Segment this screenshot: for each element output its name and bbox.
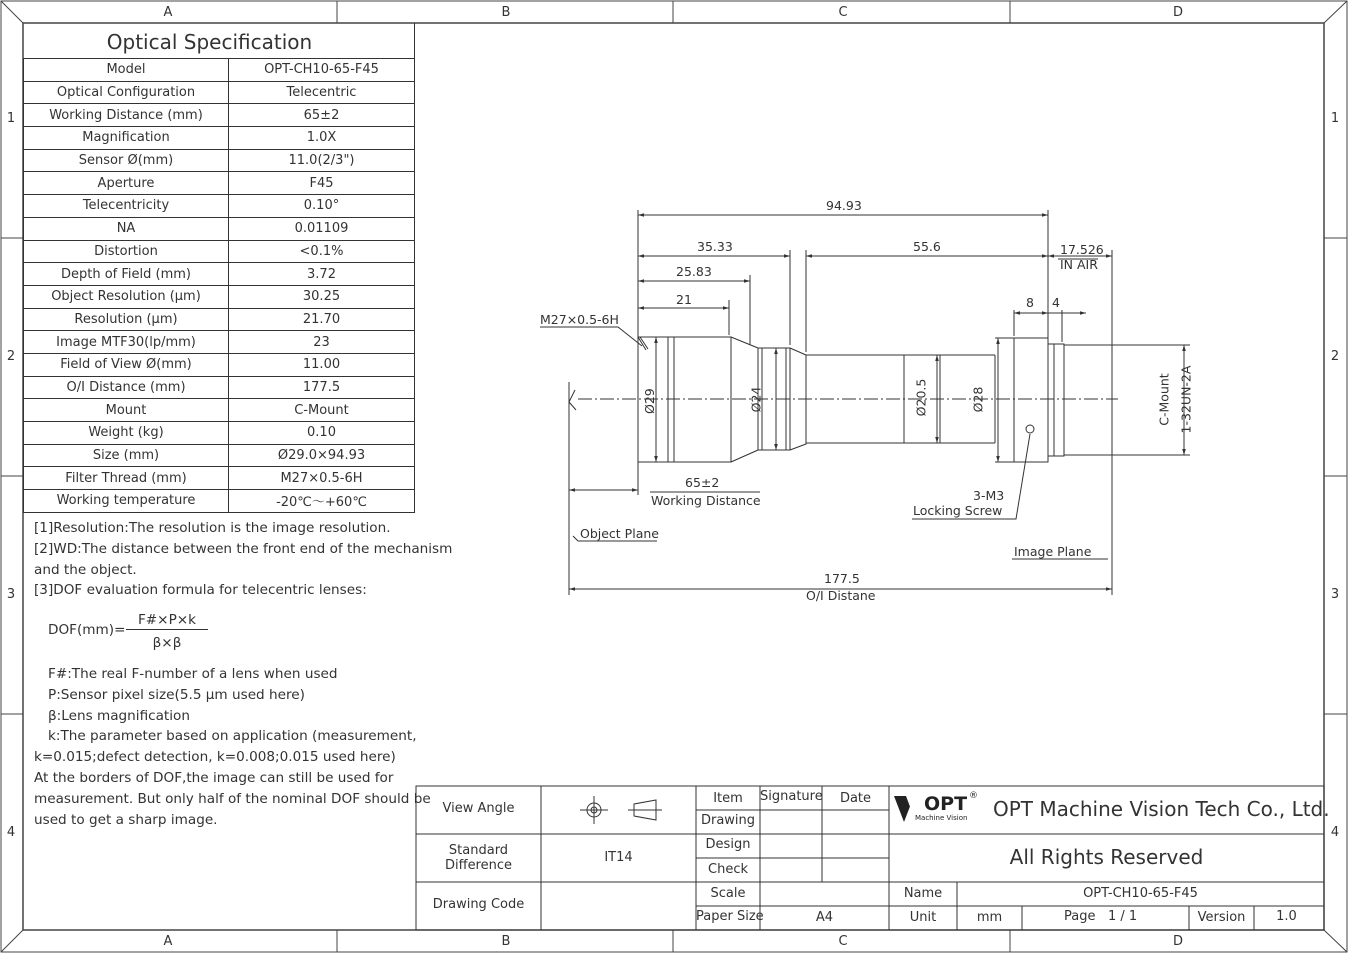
zone-row-3-right: 3 xyxy=(1330,587,1340,602)
spec-value: Telecentric xyxy=(229,81,415,104)
version-value: 1.0 xyxy=(1276,909,1297,924)
zone-row-4-left: 4 xyxy=(6,825,16,840)
zone-col-b-bottom: B xyxy=(501,934,511,949)
zone-row-2-right: 2 xyxy=(1330,349,1340,364)
spec-label: Distortion xyxy=(24,240,229,263)
spec-value: 11.0(2/3") xyxy=(229,149,415,172)
paper-size-value: A4 xyxy=(815,910,834,925)
paper-size-label: Paper Size xyxy=(696,909,764,924)
spec-label: Working Distance (mm) xyxy=(24,104,229,127)
spec-label: O/I Distance (mm) xyxy=(24,376,229,399)
oi-distance-label: O/I Distane xyxy=(806,588,876,603)
spec-label: Object Resolution (μm) xyxy=(24,285,229,308)
image-plane-label: Image Plane xyxy=(1014,544,1092,559)
spec-value: Ø29.0×94.93 xyxy=(229,444,415,467)
rights-text: All Rights Reserved xyxy=(1009,845,1204,869)
spec-label: Optical Configuration xyxy=(24,81,229,104)
name-label: Name xyxy=(903,886,943,901)
spec-label: Model xyxy=(24,59,229,82)
spec-label: Mount xyxy=(24,399,229,422)
dim-in-air: IN AIR xyxy=(1060,257,1098,272)
spec-value: 1.0X xyxy=(229,127,415,150)
scale-label: Scale xyxy=(710,886,746,901)
unit-label: Unit xyxy=(909,910,937,925)
name-value: OPT-CH10-65-F45 xyxy=(1083,886,1198,901)
zone-col-b-top: B xyxy=(501,5,511,20)
wd-label: Working Distance xyxy=(651,493,761,508)
spec-label: Field of View Ø(mm) xyxy=(24,353,229,376)
spec-value: OPT-CH10-65-F45 xyxy=(229,59,415,82)
note-pixel: P:Sensor pixel size(5.5 μm used here) xyxy=(48,686,305,703)
filter-thread-callout: M27×0.5-6H xyxy=(540,312,619,327)
zone-col-c-bottom: C xyxy=(838,934,848,949)
spec-value: 11.00 xyxy=(229,353,415,376)
spec-label: Filter Thread (mm) xyxy=(24,467,229,490)
opt-logo-subtitle: Machine Vision xyxy=(915,814,968,822)
dim-21: 21 xyxy=(676,292,692,307)
spec-label: Magnification xyxy=(24,127,229,150)
zone-col-a-bottom: A xyxy=(163,934,173,949)
spec-label: Working temperature xyxy=(24,490,229,513)
formula-denominator: β×β xyxy=(152,635,182,651)
version-label: Version xyxy=(1197,910,1246,925)
spec-label: Resolution (μm) xyxy=(24,308,229,331)
screw-label: Locking Screw xyxy=(913,503,1003,518)
design-row-label: Design xyxy=(705,837,751,852)
spec-value: 3.72 xyxy=(229,263,415,286)
spec-value: 177.5 xyxy=(229,376,415,399)
note-wd-line2: and the object. xyxy=(34,561,137,578)
dim-35-33: 35.33 xyxy=(697,239,733,254)
signature-header: Signature xyxy=(760,789,823,804)
spec-value: 0.10° xyxy=(229,195,415,218)
spec-value: <0.1% xyxy=(229,240,415,263)
zone-col-a-top: A xyxy=(163,5,173,20)
drawing-row-label: Drawing xyxy=(700,813,756,828)
note-resolution: [1]Resolution:The resolution is the image resolution. xyxy=(34,520,391,536)
registered-mark: ® xyxy=(969,791,978,801)
formula-numerator: F#×P×k xyxy=(126,612,208,630)
oi-distance-value: 177.5 xyxy=(824,571,860,586)
item-header: Item xyxy=(713,791,743,806)
zone-row-1-right: 1 xyxy=(1330,111,1340,126)
view-angle-label: View Angle xyxy=(442,801,515,816)
zone-row-3-left: 3 xyxy=(6,587,16,602)
spec-value: C-Mount xyxy=(229,399,415,422)
note-border-line2: measurement. But only half of the nominal DOF should be xyxy=(34,790,431,807)
spec-label: Telecentricity xyxy=(24,195,229,218)
page-label: Page xyxy=(1064,909,1096,924)
dim-8: 8 xyxy=(1026,295,1034,310)
date-header: Date xyxy=(839,791,872,806)
zone-row-4-right: 4 xyxy=(1330,825,1340,840)
spec-label: Weight (kg) xyxy=(24,422,229,445)
note-fnum: F#:The real F-number of a lens when used xyxy=(48,666,338,682)
spec-value: 0.10 xyxy=(229,422,415,445)
spec-value: 21.70 xyxy=(229,308,415,331)
spec-label: Image MTF30(lp/mm) xyxy=(24,331,229,354)
zone-row-2-left: 2 xyxy=(6,349,16,364)
spec-value: 23 xyxy=(229,331,415,354)
spec-value: 0.01109 xyxy=(229,217,415,240)
object-plane-label: Object Plane xyxy=(580,526,659,541)
note-k-line2: k=0.015;defect detection, k=0.008;0.015 used here) xyxy=(34,749,396,766)
dim-4: 4 xyxy=(1052,295,1060,310)
note-dof: [3]DOF evaluation formula for telecentric lenses: xyxy=(34,582,367,599)
note-border-line3: used to get a sharp image. xyxy=(34,811,218,828)
page-value: 1 / 1 xyxy=(1108,909,1138,924)
dim-25-83: 25.83 xyxy=(676,264,712,279)
standard-label-1: Standard xyxy=(448,843,509,858)
spec-value: 30.25 xyxy=(229,285,415,308)
spec-value: M27×0.5-6H xyxy=(229,467,415,490)
spec-title: Optical Specification xyxy=(106,30,313,54)
note-border-line1: At the borders of DOF,the image can still be used for xyxy=(34,769,394,786)
screw-count: 3-M3 xyxy=(973,488,1005,503)
spec-value: -20℃～+60℃ xyxy=(229,490,415,513)
note-wd-line1: [2]WD:The distance between the front end of the mechanism xyxy=(34,540,453,557)
zone-row-1-left: 1 xyxy=(6,111,16,126)
check-row-label: Check xyxy=(708,862,748,877)
zone-col-d-bottom: D xyxy=(1172,934,1183,949)
dim-17-526: 17.526 xyxy=(1060,242,1104,257)
dim-total-length: 94.93 xyxy=(826,198,862,213)
spec-label: Aperture xyxy=(24,172,229,195)
standard-label-2: Difference xyxy=(444,858,513,873)
opt-logo-text: OPT xyxy=(924,793,968,815)
unit-value: mm xyxy=(976,910,1003,925)
spec-value: 65±2 xyxy=(229,104,415,127)
zone-col-d-top: D xyxy=(1172,5,1183,20)
dim-55-6: 55.6 xyxy=(913,239,941,254)
company-name: OPT Machine Vision Tech Co., Ltd. xyxy=(993,797,1330,821)
spec-label: Depth of Field (mm) xyxy=(24,263,229,286)
zone-col-c-top: C xyxy=(838,5,848,20)
spec-label: NA xyxy=(24,217,229,240)
formula-lhs: DOF(mm)= xyxy=(48,622,126,638)
drawing-code-label: Drawing Code xyxy=(432,897,525,912)
spec-label: Size (mm) xyxy=(24,444,229,467)
spec-value: F45 xyxy=(229,172,415,195)
note-k-line1: k:The parameter based on application (measurement, xyxy=(48,728,417,745)
wd-value: 65±2 xyxy=(685,475,720,490)
spec-label: Sensor Ø(mm) xyxy=(24,149,229,172)
tolerance-value: IT14 xyxy=(604,850,633,865)
note-beta: β:Lens magnification xyxy=(48,707,190,724)
